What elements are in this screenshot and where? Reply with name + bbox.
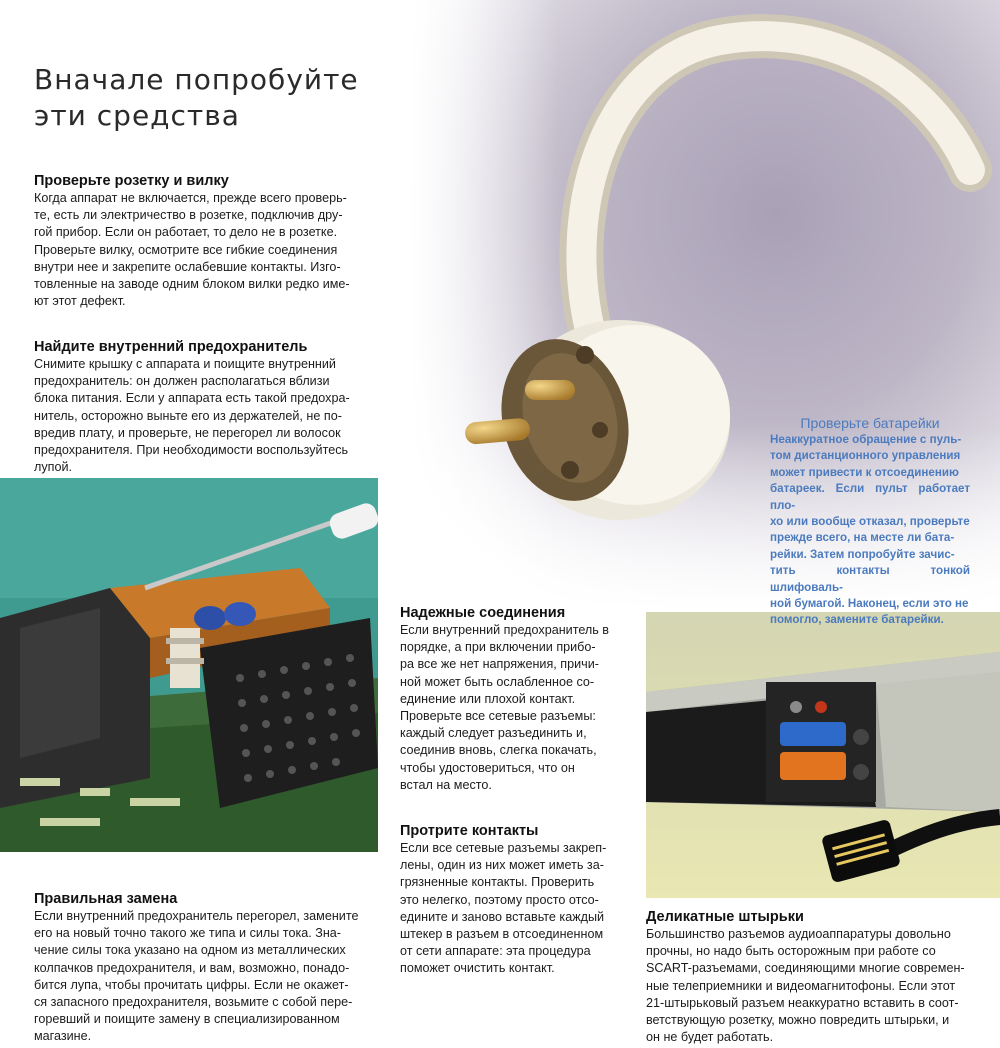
circuit-board-photo: [0, 478, 378, 852]
section-heading: Протрите контакты: [400, 823, 539, 839]
text-line: Неаккуратное обращение с пуль-: [770, 433, 962, 446]
text-line: Если внутренний предохранитель перегорел, замените: [34, 909, 359, 923]
section-socket: [34, 172, 374, 310]
text-line: может привести к отсоединению: [770, 465, 959, 479]
text-line: это нелегко, поэтому просто отсо-: [400, 892, 599, 907]
text-line: чение силы тока указано на одном из металлических: [34, 943, 346, 958]
text-line: Большинство разъемов аудиоаппаратуры довольно: [646, 927, 951, 941]
section-contacts: [400, 822, 640, 978]
text-line: колпачков предохранителя, и вам, возможно, понадо-: [34, 960, 350, 975]
text-line: ют этот дефект.: [34, 294, 126, 309]
text-line: магазине.: [34, 1029, 92, 1044]
text-line: штекер в разъем в отсоединенном: [400, 927, 604, 942]
text-line: поможет очистить контакт.: [400, 961, 555, 976]
text-line: Проверьте все сетевые разъемы:: [400, 709, 596, 724]
text-line: том дистанционного управления: [770, 449, 961, 463]
text-line: единение или плохой контакт.: [400, 691, 576, 706]
section-heading: Деликатные штырьки: [646, 909, 804, 925]
text-line: чтобы удостовериться, что он: [400, 760, 575, 775]
text-line: встал на место.: [400, 777, 492, 792]
section-heading: Правильная замена: [34, 891, 178, 907]
text-line: прочны, но надо быть осторожным при работе со: [646, 944, 936, 959]
text-line: Когда аппарат не включается, прежде всего проверь-: [34, 191, 347, 205]
text-line: хо или вообще отказал, проверьте: [770, 515, 970, 529]
text-line: предохранителя. При необходимости воспользуйтесь: [34, 443, 349, 458]
text-line: Снимите крышку с аппарата и поищите внутренний: [34, 357, 336, 371]
section-fuse: [34, 338, 374, 476]
text-line: порядке, а при включении прибо-: [400, 640, 596, 655]
section-heading: Найдите внутренний предохранитель: [34, 339, 308, 355]
text-line: едините и заново вставьте каждый: [400, 909, 605, 924]
text-line: грязненные контакты. Проверить: [400, 875, 595, 890]
text-line: тить контакты тонкой шлифоваль-: [770, 564, 970, 594]
text-line: предохранитель: он должен располагаться вблизи: [34, 374, 330, 389]
text-line: нитель, осторожно выньте его из держателей, не по-: [34, 408, 342, 423]
text-line: товленные на заводе одним блоком вилки редко име-: [34, 277, 350, 292]
section-heading: Проверьте розетку и вилку: [34, 173, 229, 189]
text-line: 21-штырьковый разъем неаккуратно вставить в соот-: [646, 995, 959, 1010]
page-title: [34, 62, 414, 134]
text-line: он не будет работать.: [646, 1030, 774, 1045]
section-heading: Надежные соединения: [400, 605, 566, 621]
section-battery: [770, 414, 970, 629]
text-line: от сети аппарате: эта процедура: [400, 944, 591, 959]
text-line: батареек. Если пульт работает пло-: [770, 482, 970, 512]
section-pins: [646, 908, 996, 1046]
title-line-1: Вначале попробуйте: [34, 63, 359, 96]
text-line: прежде всего, на месте ли бата-: [770, 531, 955, 545]
text-line: блока питания. Если у аппарата есть такой предохра-: [34, 391, 350, 406]
text-line: гой прибор. Если он работает, то дело не в розетке.: [34, 225, 338, 240]
text-line: Проверьте вилку, осмотрите все гибкие соединения: [34, 242, 338, 257]
text-line: ной бумагой. Наконец, если это не: [770, 597, 969, 611]
section-replacement: [34, 890, 384, 1046]
text-line: помогло, замените батарейки.: [770, 613, 944, 627]
text-line: ной может быть ослабленное со-: [400, 674, 595, 689]
text-line: бится лупа, чтобы прочитать цифры. Если не окажет-: [34, 977, 349, 992]
section-heading: Проверьте батарейки: [800, 415, 940, 431]
text-line: ра все же нет напряжения, причи-: [400, 657, 599, 672]
text-line: ся запасного предохранителя, возьмите с собой пере-: [34, 995, 353, 1010]
text-line: лены, один из них может иметь за-: [400, 858, 604, 873]
text-line: ные телеприемники и видеомагнитофоны. Если этот: [646, 978, 956, 993]
text-line: те, есть ли электричество в розетке, подключив дру-: [34, 208, 343, 223]
text-line: горевший и поищите замену в специализированном: [34, 1012, 340, 1027]
text-line: вредив плату, и проверьте, не перегорел ли волосок: [34, 425, 341, 440]
text-line: SCART-разъемами, соединяющими многие современ-: [646, 961, 965, 976]
text-line: внутри нее и закрепите ослабевшие контакты. Изго-: [34, 259, 341, 274]
text-line: каждый следует разъединить и,: [400, 726, 587, 741]
text-line: Если внутренний предохранитель в: [400, 623, 610, 637]
text-line: рейки. Затем попробуйте зачис-: [770, 547, 955, 561]
title-line-2: эти средства: [34, 99, 240, 132]
section-connections: [400, 604, 640, 794]
scart-connector-photo: [646, 612, 1000, 898]
text-line: его на новый точно такого же типа и силы тока. Зна-: [34, 926, 341, 941]
text-line: лупой.: [34, 460, 73, 475]
text-line: Если все сетевые разъемы закреп-: [400, 841, 607, 855]
text-line: ветствующую розетку, можно повредить штырьки, и: [646, 1013, 950, 1028]
text-line: соединив вновь, слегка покачать,: [400, 743, 597, 758]
